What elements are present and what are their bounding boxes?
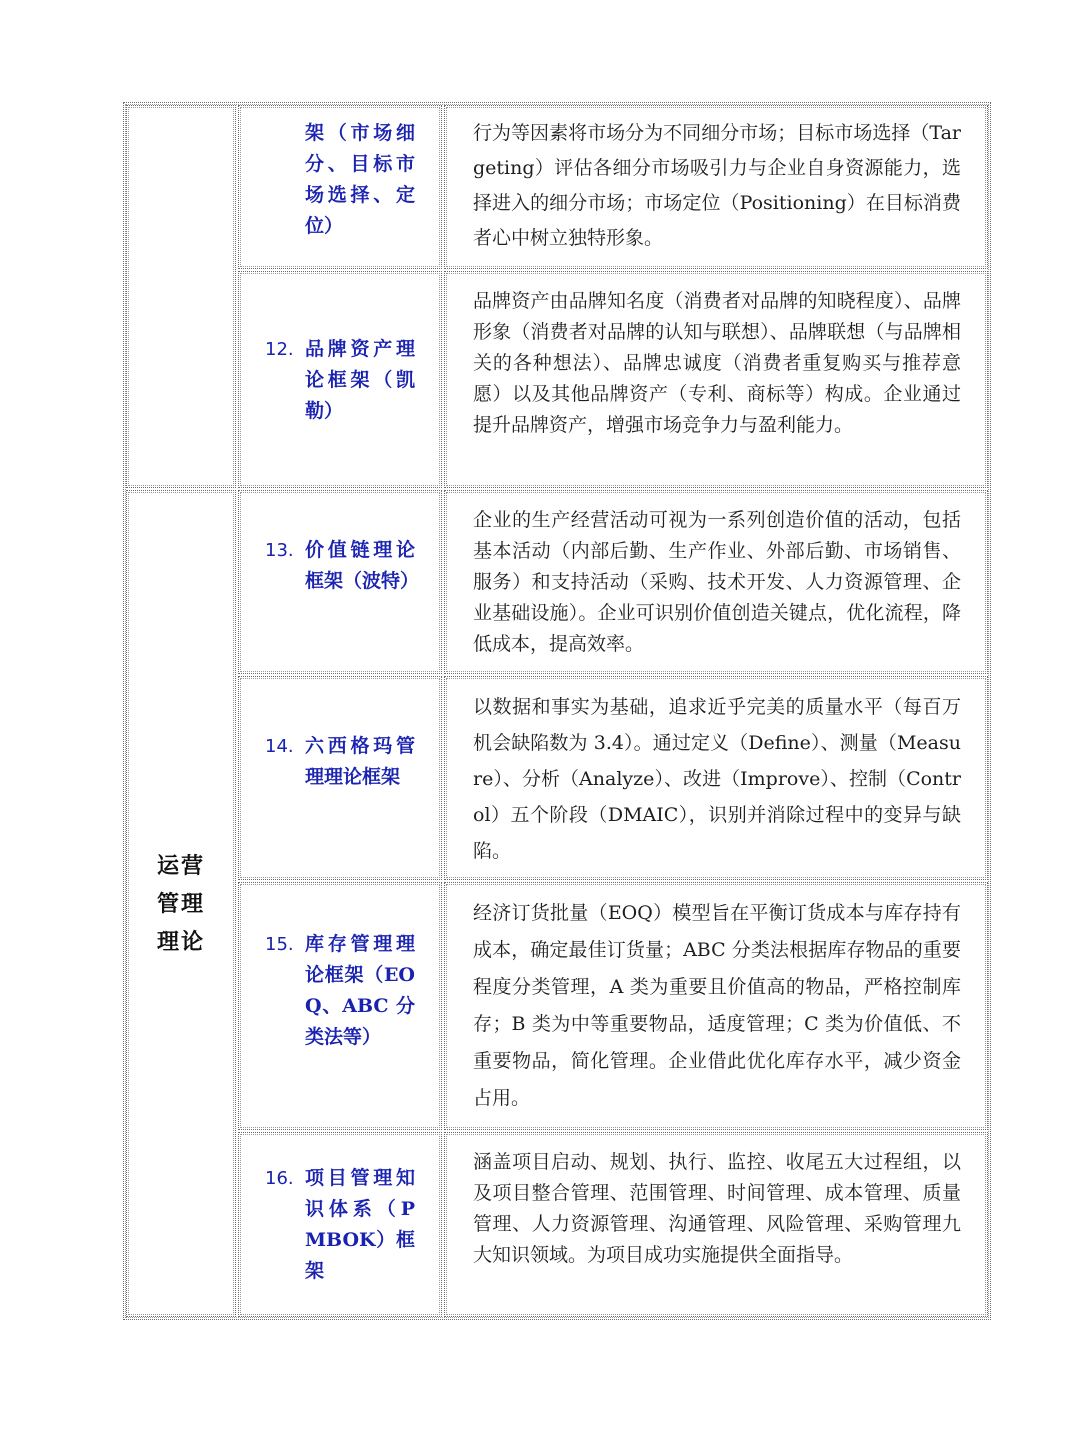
theory-number: 13. [265, 540, 294, 561]
theory-name-cell [238, 105, 442, 269]
theory-title: 价值链理论框架（波特） [305, 539, 420, 592]
theory-number: 16. [265, 1168, 294, 1189]
theory-description: 经济订货批量（EOQ）模型旨在平衡订货成本与库存持有成本，确定最佳订货量；ABC 分类法根据库存物品的重要程度分类管理，A 类为重要且价值高的物品，严格控制库存；B 类为中等重要物品，适度管理；C 类为价值低、不重要物品，简化管理。企业借此优化库存水平，减少资金占用。 [473, 902, 961, 1109]
theory-name-cell [238, 676, 442, 880]
theory-description: 品牌资产由品牌知名度（消费者对品牌的知晓程度）、品牌形象（消费者对品牌的认知与联想）、品牌联想（与品牌相关的各种想法）、品牌忠诚度（消费者重复购买与推荐意愿）以及其他品牌资产（专利、商标等）构成。企业通过提升品牌资产，增强市场竞争力与盈利能力。 [473, 290, 961, 436]
theory-number: 15. [265, 934, 294, 955]
theory-description: 企业的生产经营活动可视为一系列创造价值的活动，包括基本活动（内部后勤、生产作业、外部后勤、市场销售、服务）和支持活动（采购、技术开发、人力资源管理、企业基础设施）。企业可识别价值创造关键点，优化流程，降低成本，提高效率。 [473, 509, 961, 655]
theory-name-cell [238, 882, 442, 1130]
theory-title: 品牌资产理论框架（凯勒） [305, 338, 415, 422]
theory-description: 行为等因素将市场分为不同细分市场；目标市场选择（Targeting）评估各细分市场吸引力与企业自身资源能力，选择进入的细分市场；市场定位（Positioning）在目标消费者心中树立独特形象。 [473, 122, 961, 249]
theory-description-cell [444, 676, 988, 880]
theory-description-cell [444, 882, 988, 1130]
theory-description-cell [444, 271, 988, 488]
theory-number: 12. [265, 339, 294, 360]
theory-description-cell [444, 1132, 988, 1317]
theory-number: 14. [265, 736, 294, 757]
theory-title: 六西格玛管理理论框架 [305, 735, 415, 788]
category-cell-operations [126, 490, 236, 1317]
theory-description: 涵盖项目启动、规划、执行、监控、收尾五大过程组，以及项目整合管理、范围管理、时间管理、成本管理、质量管理、人力资源管理、沟通管理、风险管理、采购管理九大知识领域。为项目成功实施提供全面指导。 [473, 1151, 961, 1266]
category-cell-marketing [126, 105, 236, 488]
theory-title: 架（市场细分、目标市场选择、定位） [305, 122, 415, 237]
theory-description-cell [444, 105, 988, 269]
category-label: 运营管理理论 [157, 853, 206, 955]
theory-name-cell [238, 490, 442, 674]
theory-title: 库存管理理论框架（EOQ、ABC 分类法等） [305, 933, 415, 1048]
theory-description-cell [444, 490, 988, 674]
theory-title: 项目管理知识体系（PMBOK）框架 [305, 1167, 415, 1282]
theory-name-cell [238, 271, 442, 488]
theory-name-cell [238, 1132, 442, 1317]
theory-description: 以数据和事实为基础，追求近乎完美的质量水平（每百万机会缺陷数为 3.4）。通过定义（Define）、测量（Measure）、分析（Analyze）、改进（Improve）、控制（Control）五个阶段（DMAIC），识别并消除过程中的变异与缺陷。 [473, 696, 961, 862]
